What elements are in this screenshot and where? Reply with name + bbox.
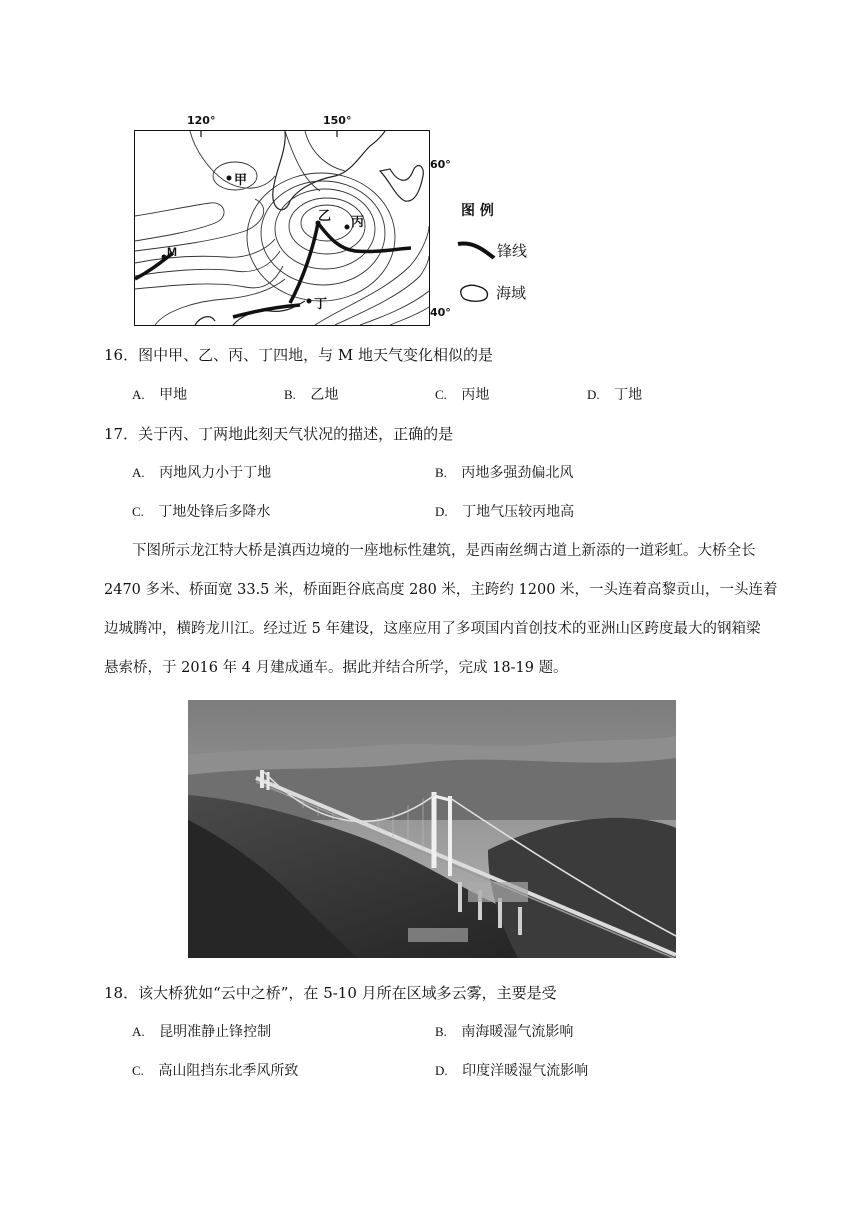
place-label-bing: 丙: [351, 215, 365, 230]
bridge-photo: [188, 700, 676, 958]
passage-line-3: 边城腾冲，横跨龙川江。经过近 5 年建设，这座应用了多项国内首创技术的亚洲山区跨度最大的钢箱梁: [104, 621, 761, 637]
option-text: 丙地: [461, 387, 490, 403]
passage-line-2: 2470 多米、桥面宽 33.5 米，桥面距谷底高度 280 米，主跨约 1200 米，一头连着高黎贡山，一头连着: [104, 582, 778, 598]
passage-line-1: 下图所示龙江特大桥是滇西边境的一座地标性建筑，是西南丝绸古道上新添的一道彩虹。大桥全长: [132, 543, 756, 559]
option-letter: A.: [132, 387, 145, 402]
passage-line-4: 悬索桥，于 2016 年 4 月建成通车。据此并结合所学，完成 18-19 题。: [104, 660, 568, 676]
option-text: 乙地: [310, 387, 339, 403]
option-letter: D.: [587, 387, 600, 402]
option-text: 甲地: [159, 387, 188, 403]
option-text: 丁地: [614, 387, 643, 403]
q17-option-d: [435, 502, 574, 522]
lat-label-40: 40°: [430, 306, 451, 319]
q17-option-b: [435, 463, 573, 483]
option-letter: D.: [435, 1063, 448, 1078]
question-16-stem: 16．图中甲、乙、丙、丁四地，与 M 地天气变化相似的是: [104, 346, 493, 364]
option-text: 南海暖湿气流影响: [461, 1024, 574, 1040]
lon-label-150: 150°: [323, 114, 352, 127]
sea-area-icon: [457, 282, 491, 304]
legend-front-label: 锋线: [497, 242, 528, 260]
option-text: 丁地气压较丙地高: [462, 504, 575, 520]
place-label-ding: 丁: [314, 297, 328, 312]
option-text: 丙地多强劲偏北风: [461, 465, 574, 481]
q18-option-c: [132, 1061, 298, 1081]
option-letter: C.: [132, 504, 144, 519]
option-letter: B.: [284, 387, 296, 402]
q16-option-d: [587, 385, 642, 405]
q18-option-a: [132, 1022, 271, 1042]
question-18-stem: 18．该大桥犹如“云中之桥”，在 5-10 月所在区域多云雾，主要是受: [104, 984, 557, 1002]
q16-option-a: [132, 385, 187, 405]
option-letter: C.: [435, 387, 447, 402]
bridge-photo-illustration: [188, 700, 676, 958]
lat-label-60: 60°: [430, 158, 451, 171]
weather-map: [134, 130, 430, 326]
lon-label-120: 120°: [187, 114, 216, 127]
option-letter: A.: [132, 1024, 145, 1039]
option-text: 昆明准静止锋控制: [159, 1024, 272, 1040]
legend-title: 图 例: [461, 203, 494, 219]
q16-option-b: [284, 385, 338, 405]
weather-map-svg: [135, 131, 429, 325]
option-letter: B.: [435, 465, 447, 480]
option-text: 高山阻挡东北季风所致: [158, 1063, 299, 1079]
front-line-icon: [456, 238, 496, 262]
place-label-jia: 甲: [234, 173, 248, 188]
question-17-stem: 17．关于丙、丁两地此刻天气状况的描述，正确的是: [104, 425, 454, 443]
option-letter: C.: [132, 1063, 144, 1078]
legend-sea-label: 海域: [496, 284, 527, 302]
place-label-m: M: [167, 245, 177, 259]
q18-option-d: [435, 1061, 588, 1081]
option-letter: A.: [132, 465, 145, 480]
q17-option-a: [132, 463, 271, 483]
option-text: 印度洋暖湿气流影响: [462, 1063, 589, 1079]
option-text: 丁地处锋后多降水: [158, 504, 271, 520]
option-letter: B.: [435, 1024, 447, 1039]
option-text: 丙地风力小于丁地: [159, 465, 272, 481]
q17-option-c: [132, 502, 270, 522]
place-label-yi: 乙: [318, 209, 332, 224]
option-letter: D.: [435, 504, 448, 519]
q18-option-b: [435, 1022, 573, 1042]
q16-option-c: [435, 385, 489, 405]
